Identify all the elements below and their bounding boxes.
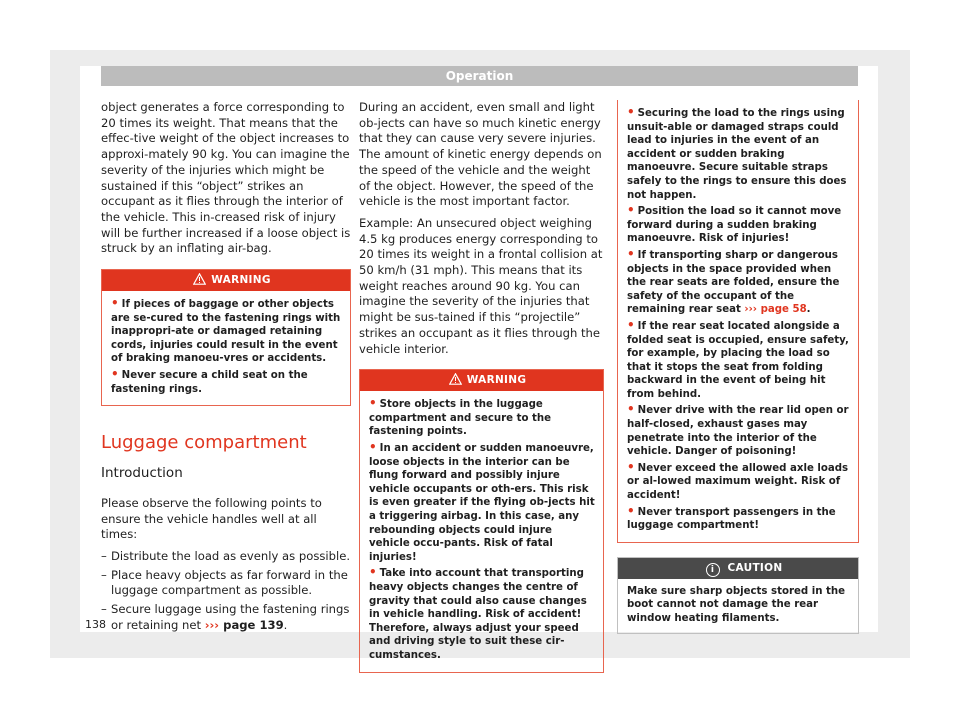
warning-item: • If the rear seat located alongside a folded seat is occupied, ensure safety, for example, by placing the load so that it stops the seat from folding backward in the event of being hit from behind.	[627, 317, 849, 400]
page-reference-link[interactable]: ››› page 139	[204, 617, 284, 632]
warning-item: • Never exceed the allowed axle loads or al-lowed maximum weight. Risk of accident!	[627, 459, 849, 502]
warning-header	[360, 370, 603, 391]
caution-box	[617, 557, 859, 634]
warning-item: • If transporting sharp or dangerous objects in the space provided when the rear seats are folded, ensure the safety of the occupant of the remaining rear seat ››› page 58.	[627, 246, 840, 316]
column-3	[617, 100, 859, 634]
list-item: – Secure luggage using the fastening rings or retaining net ››› page 139.	[101, 602, 350, 632]
warning-body	[360, 391, 603, 671]
bullet-icon: •	[627, 402, 635, 417]
page-reference-link[interactable]: ››› page 58	[744, 304, 807, 316]
warning-item: • In an accident or sudden manoeuvre, loose objects in the interior can be flung forward and possibly injure vehicle occupants or oth-ers. This risk is even greater if the flying ob-jects hit a triggering airbag. In this case, any rebounding objects could injure vehicle occu-pants. Risk of fatal injuries!	[369, 440, 595, 563]
bullet-icon: •	[369, 440, 377, 455]
luggage-paragraph: Please observe the following points to ensure the vehicle handles well at all times:	[101, 495, 322, 542]
warning-box-1	[101, 269, 351, 406]
column-1	[101, 100, 351, 637]
caution-title: CAUTION	[727, 561, 783, 574]
bullet-icon: •	[627, 203, 635, 218]
warning-box-continued	[617, 100, 859, 543]
warning-title: WARNING	[466, 374, 527, 387]
section-title: Luggage compartment	[101, 432, 307, 454]
warning-box-2	[359, 369, 604, 672]
warning-item: • If pieces of baggage or other objects are se-cured to the fastening rings with inappropri-ate or damaged retaining cords, injuries could result in the event of braking manoeu-vres or accidents.	[111, 296, 341, 365]
warning-item: • Take into account that transporting heavy objects changes the centre of gravity that could also cause changes in vehicle handling. Risk of accident! Therefore, always adjust your speed and driving style to suit these cir-cumstances.	[369, 565, 587, 661]
bullet-icon: •	[111, 296, 119, 311]
warning-item: • Position the load so it cannot move forward during a sudden braking manoeuvre. Risk of injuries!	[627, 203, 842, 245]
example-paragraph: Example: An unsecured object weighing 4.5 kg produces energy corresponding to 20 times its weight in a frontal collision at 50 km/h (31 mph). This means that its weight reaches around 90 kg. You can imagine the severity of the injuries that might be sus-tained if this “projectile” strikes an occupant as it flies through the vehicle interior.	[359, 215, 603, 356]
warning-item: • Never drive with the rear lid open or half-closed, exhaust gases may penetrate into the interior of the vehicle. Danger of poisoning!	[627, 402, 849, 458]
column-2	[359, 100, 604, 673]
bullet-icon: •	[111, 367, 119, 381]
bullet-icon: •	[627, 317, 635, 332]
warning-body	[102, 291, 350, 405]
bullet-icon: •	[627, 459, 635, 474]
bullet-icon: •	[627, 503, 635, 518]
page-header: Operation	[101, 66, 858, 86]
warning-body	[618, 100, 858, 542]
bullet-icon: •	[369, 565, 377, 580]
intro-paragraph: object generates a force corresponding to 20 times its weight. That means that the effec-tive weight of the object increases to approxi-mately 90 kg. You can imagine the severity of the injuries which might be sustained if this “object” strikes an occupant as it flies through the interior of the vehicle. This in-creased risk of injury will be further increased if a loose object is struck by an inflating air-bag.	[101, 100, 351, 256]
bullet-icon: •	[627, 246, 635, 261]
warning-triangle-icon	[449, 373, 462, 385]
kinetic-paragraph: During an accident, even small and light ob-jects can have so much kinetic energy that they can cause very severe injuries. The amount of kinetic energy depends on the speed of the vehicle and the weight of the object. However, the speed of the vehicle is the most important factor.	[359, 100, 602, 209]
warning-item: • Never secure a child seat on the fastening rings.	[111, 367, 308, 395]
warning-item: • Securing the load to the rings using unsuit-able or damaged straps could lead to injuries in the event of an accident or sudden braking manoeuvre. Secure suitable straps safely to the rings to ensure this does not happen.	[627, 105, 847, 201]
info-icon: i	[706, 563, 720, 577]
page-number: 138	[85, 618, 106, 631]
warning-item: • Store objects in the luggage compartment and secure to the fastening points.	[369, 396, 552, 438]
bullet-icon: •	[627, 105, 635, 119]
caution-header	[618, 558, 858, 579]
warning-item: • Never transport passengers in the luggage compartment!	[627, 503, 836, 532]
list-item: – Place heavy objects as far forward in the luggage compartment as possible.	[101, 567, 348, 598]
warning-triangle-icon	[193, 273, 206, 285]
list-item: – Distribute the load as evenly as possible.	[101, 549, 351, 563]
bullet-icon: •	[369, 396, 377, 411]
warning-header	[102, 270, 350, 291]
sub-title: Introduction	[101, 465, 183, 482]
caution-body: Make sure sharp objects stored in the boot cannot not damage the rear window heating filaments.	[627, 585, 846, 624]
warning-title: WARNING	[211, 274, 271, 287]
